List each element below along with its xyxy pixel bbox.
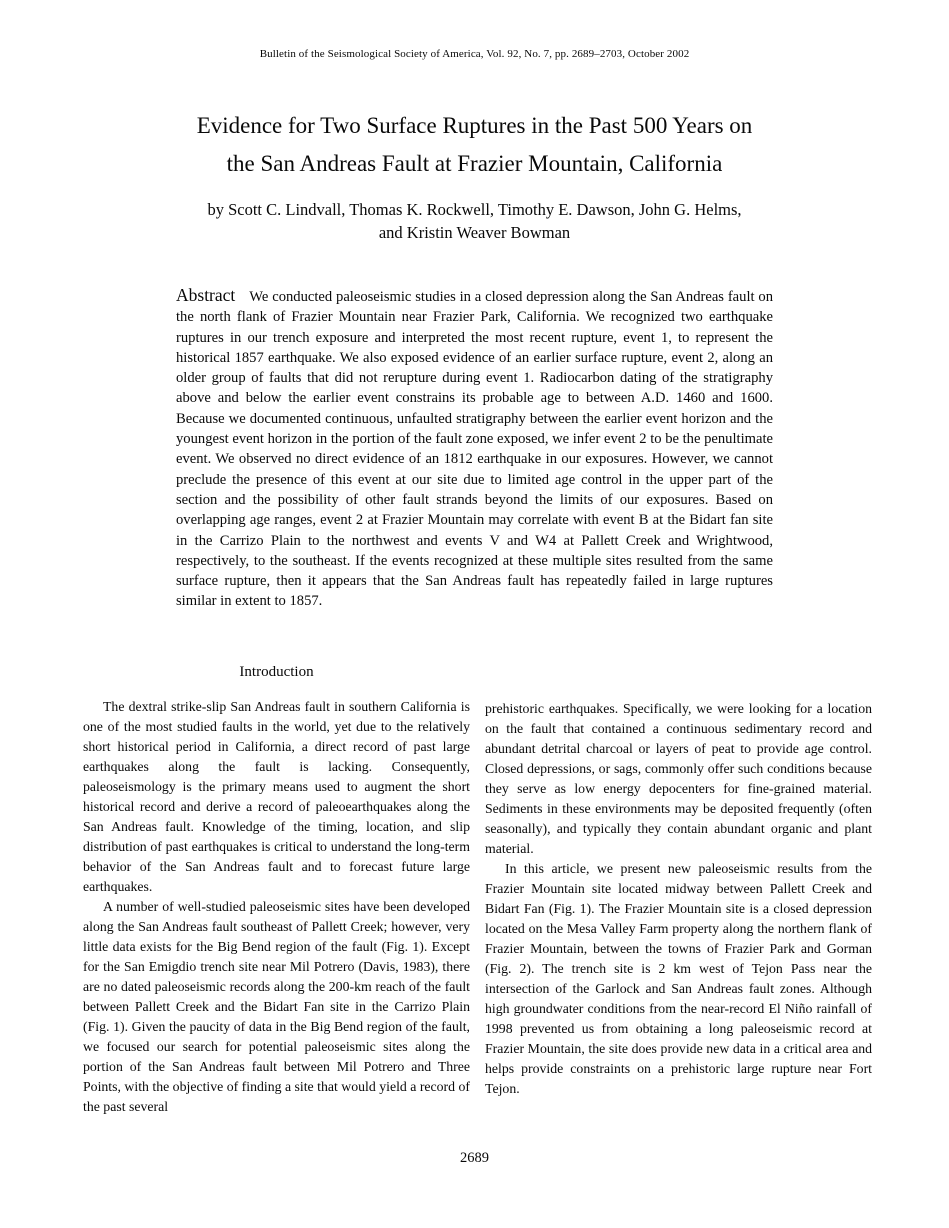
paper-title	[0, 107, 949, 183]
introduction-paragraph: prehistoric earthquakes. Specifically, we were looking for a location on the fault that contained a continuous sedimentary record and abundant detrital charcoal or layers of peat to provide age control. Closed depressions, or sags, commonly offer such conditions because they serve as low energy depocenters for fine-grained material. Sediments in these environments may be deposited frequently (often seasonally), and typically they contain abundant organic and plant material.	[485, 700, 872, 856]
abstract-label: Abstract	[176, 285, 236, 305]
introduction-paragraph: In this article, we present new paleoseismic results from the Frazier Mountain site located midway between Pallett Creek and Bidart Fan (Fig. 1). The Frazier Mountain site is a closed depression located on the Mesa Valley Farm property along the northern flank of Frazier Mountain, between the towns of Frazier Park and Gorman (Fig. 2). The trench site is 2 km west of Tejon Pass near the intersection of the Garlock and San Andreas fault zones. Although high groundwater conditions from the near-record El Niño rainfall of 1998 prevented us from obtaining a long paleoseismic record at Frazier Mountain, the site does provide new data in a critical area and helps provide constraints on a prehistoric large rupture near Fort Tejon.	[485, 860, 872, 1096]
journal-citation-line: Bulletin of the Seismological Society of America, Vol. 92, No. 7, pp. 2689–2703, October 2002	[259, 48, 690, 60]
right-column	[485, 662, 872, 1117]
abstract-text: We conducted paleoseismic studies in a closed depression along the San Andreas fault on the north flank of Frazier Mountain near Frazier Park, California. We recognized two earthquake ruptures in our trench exposure and interpreted the most recent rupture, event 1, to represent the historical 1857 earthquake. We also exposed evidence of an earlier surface rupture, event 2, along an older group of faults that did not rerupture during event 1. Radiocarbon dating of the stratigraphy above and below the earlier event constrains its probable age to between A.D. 1460 and 1600. Because we documented continuous, unfaulted stratigraphy between the earlier event horizon and the youngest event horizon in the portion of the fault zone exposed, we infer event 2 to be the penultimate event. We observed no direct evidence of an 1812 earthquake in our exposures. However, we cannot preclude the presence of this event at our site due to limited age control in the upper part of the section and the possibility of other fault strands beyond the limits of our exposures. Based on overlapping age ranges, event 2 at Frazier Mountain may correlate with event B at the Bidart fan site in the Carrizo Plain to the northwest and events V and W4 at Pallett Creek and Wrightwood, respectively, to the southeast. If the events recognized at these multiple sites resulted from the same surface rupture, then it appears that the San Andreas fault has repeatedly failed in large ruptures similar in extent to 1857.	[176, 289, 773, 610]
introduction-paragraph: The dextral strike-slip San Andreas fault in southern California is one of the most studied faults in the world, yet due to the relatively short historical period in California, a direct record of past large earthquakes along the fault is lacking. Consequently, paleoseismology is the primary means used to augment the short historical record and derive a record of paleoearthquakes along the San Andreas fault. Knowledge of the timing, location, and slip distribution of past earthquakes is critical to understand the long-term behavior of the San Andreas fault and to forecast future large earthquakes.	[83, 698, 470, 894]
section-heading-introduction: Introduction	[239, 663, 314, 680]
paper-title-line-2: the San Andreas Fault at Frazier Mountain, California	[226, 151, 723, 176]
two-column-body	[83, 662, 872, 1117]
authors	[0, 198, 949, 244]
abstract-block	[176, 285, 773, 612]
authors-line-1: by Scott C. Lindvall, Thomas K. Rockwell, Timothy E. Dawson, John G. Helms,	[207, 200, 742, 219]
page-number: 2689	[460, 1150, 489, 1166]
introduction-paragraph: A number of well-studied paleoseismic sites have been developed along the San Andreas fault southeast of Pallett Creek; however, very little data exists for the Big Bend region of the fault (Fig. 1). Except for the San Emigdio trench site near Mil Potrero (Davis, 1983), there are no dated paleoseismic records along the 200-km reach of the fault between Pallett Creek and the Bidart Fan site in the Carrizo Plain (Fig. 1). Given the paucity of data in the Big Bend region of the fault, we focused our search for potential paleoseismic sites along the portion of the San Andreas fault between Mil Potrero and Three Points, with the objective of finding a site that would yield a record of the past several	[83, 898, 470, 1114]
authors-line-2: and Kristin Weaver Bowman	[378, 223, 571, 242]
left-column	[83, 662, 470, 1117]
paper-title-line-1: Evidence for Two Surface Ruptures in the Past 500 Years on	[196, 113, 753, 138]
